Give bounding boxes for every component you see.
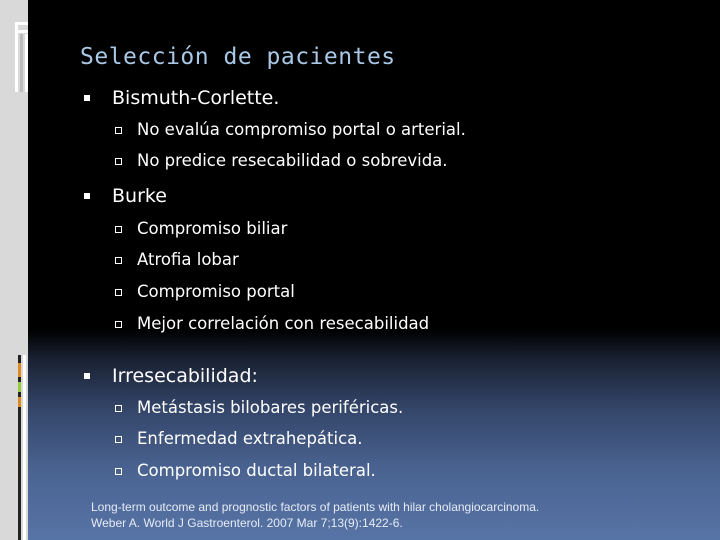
square-bullet-icon [84, 373, 90, 379]
hollow-square-bullet-icon [115, 289, 122, 296]
bullet-heading: Irresecabilidad: [112, 365, 258, 387]
hollow-square-bullet-icon [115, 257, 122, 264]
reference-line: Weber A. World J Gastroenterol. 2007 Mar 7;13(9):1422-6. [91, 516, 403, 530]
bullet-text: Metástasis bilobares periféricas. [137, 398, 404, 417]
bullet-text: Compromiso ductal bilateral. [137, 461, 376, 480]
hollow-square-bullet-icon [115, 158, 122, 165]
slide-title: Selección de pacientes [80, 44, 396, 70]
bullet-heading: Bismuth-Corlette. [112, 87, 280, 109]
square-bullet-icon [84, 193, 90, 199]
bullet-heading: Burke [112, 185, 167, 207]
bullet-text: No predice resecabilidad o sobrevida. [137, 151, 448, 170]
hollow-square-bullet-icon [115, 226, 122, 233]
bullet-text: Compromiso biliar [137, 219, 288, 238]
square-bullet-icon [84, 95, 90, 101]
hollow-square-bullet-icon [115, 468, 122, 475]
reference-line: Long-term outcome and prognostic factors of patients with hilar cholangiocarcinoma. [91, 500, 540, 514]
bullet-text: Compromiso portal [137, 282, 295, 301]
hollow-square-bullet-icon [115, 405, 122, 412]
bullet-text: Atrofia lobar [137, 250, 239, 269]
hollow-square-bullet-icon [115, 321, 122, 328]
bullet-text: No evalúa compromiso portal o arterial. [137, 120, 466, 139]
hollow-square-bullet-icon [115, 436, 122, 443]
bullet-text: Mejor correlación con resecabilidad [137, 314, 430, 333]
hollow-square-bullet-icon [115, 127, 122, 134]
bullet-text: Enfermedad extrahepática. [137, 429, 363, 448]
reference-citation [91, 499, 539, 531]
